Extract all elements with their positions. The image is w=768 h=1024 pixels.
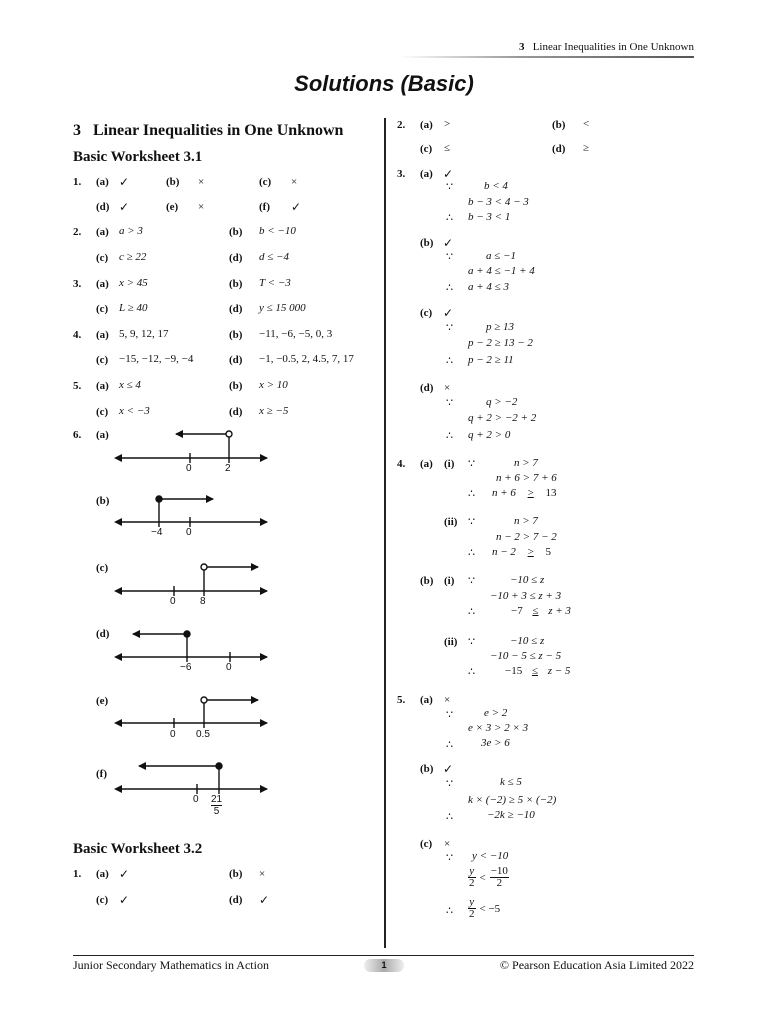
expression: 13 [545,487,557,499]
step-line: n > 7 [514,457,538,469]
fraction-denominator: 2 [469,877,475,889]
worksheet-3-1-heading: Basic Worksheet 3.1 [73,149,203,165]
part-label: (b) [96,495,110,507]
part-label: (a) [96,278,109,290]
part-label: (c) [96,562,109,574]
step-line: p ≥ 13 [486,321,515,333]
expression: n − 2 [492,546,516,558]
answer: 5, 9, 12, 17 [119,328,169,340]
check-mark: ✓ [119,893,130,907]
part-label: (c) [420,143,433,155]
page-title: Solutions (Basic) [294,71,474,96]
cross-mark: × [198,176,205,188]
question-number: 6. [73,429,82,441]
step-line: e × 3 > 2 × 3 [468,722,529,734]
answer: a > 3 [119,225,143,237]
tick-label-fraction [211,794,222,817]
fraction [468,866,476,889]
question-number: 1. [73,868,82,880]
tick-label: 0 [170,729,176,740]
part-label: (b) [420,763,434,775]
part-label: (b) [229,380,243,392]
part-label: (i) [444,458,455,470]
expression: z + 3 [548,605,571,617]
part-label: (d) [229,406,243,418]
tick-label: 0 [193,794,199,805]
answer: −11, −6, −5, 0, 3 [259,328,333,340]
page-number: 1 [381,960,387,970]
step-line: e > 2 [484,707,508,719]
answer: x ≤ 4 [119,379,141,391]
part-label: (c) [420,838,433,850]
because-symbol: ∵ [468,636,475,648]
step-line: −10 ≤ z [510,574,545,586]
therefore-symbol: ∴ [468,547,475,559]
running-header [519,41,694,53]
tick-label: 0 [170,596,176,607]
step-line: b < 4 [484,180,508,192]
tick-label: 0.5 [196,729,210,740]
part-label: (c) [96,252,109,264]
check-mark: ✓ [443,306,454,320]
cross-mark: × [444,382,451,394]
part-label: (a) [96,329,109,341]
page-number-badge [364,959,404,972]
answer-blank: ≤ [531,665,538,677]
part-label: (a) [96,176,109,188]
conclusion-line [492,546,551,558]
check-mark: ✓ [443,167,454,181]
check-mark: ✓ [291,200,302,214]
part-label: (b) [552,119,566,131]
because-symbol: ∵ [468,516,475,528]
part-label: (ii) [444,516,458,528]
because-symbol: ∵ [446,852,453,864]
step-line: p − 2 ≥ 13 − 2 [468,337,533,349]
number-line-c [121,564,267,596]
header-chapter-num: 3 [518,41,525,53]
tick-label: 0 [186,463,192,474]
step-line: a + 4 ≤ 3 [468,281,509,293]
part-label: (b) [229,868,243,880]
fraction-numerator: −10 [490,865,508,877]
expression: −15 [505,665,523,677]
answer: d ≤ −4 [259,251,289,263]
part-label: (a) [420,694,433,706]
because-symbol: ∵ [446,251,453,263]
part-label: (d) [229,303,243,315]
part-label: (c) [420,307,433,319]
chapter-heading: 3 Linear Inequalities in One Unknown [73,122,344,139]
therefore-symbol: ∴ [446,739,453,751]
step-line: −10 + 3 ≤ z + 3 [490,590,562,602]
fraction-denominator: 2 [469,908,475,920]
conclusion-line [492,487,556,499]
answer: −1, −0.5, 2, 4.5, 7, 17 [259,353,354,365]
answer-blank: > [527,487,534,499]
question-number: 5. [397,694,406,706]
therefore-symbol: ∴ [468,606,475,618]
part-label: (c) [96,406,109,418]
part-label: (b) [166,176,180,188]
part-label: (a) [96,429,109,441]
question-number: 4. [73,329,82,341]
question-number: 1. [73,176,82,188]
answer: ≤ [444,142,451,154]
step-line: q + 2 > −2 + 2 [468,412,537,424]
step-line: q + 2 > 0 [468,429,511,441]
part-label: (b) [229,329,243,341]
step-line: k × (−2) ≥ 5 × (−2) [468,794,557,806]
tick-label: 8 [200,596,206,607]
part-label: (b) [229,226,243,238]
step-line: −10 ≤ z [510,635,545,647]
fraction [490,866,509,889]
answer: x > 45 [119,277,148,289]
therefore-symbol: ∴ [446,811,453,823]
answer: < [583,118,590,130]
therefore-symbol: ∴ [446,212,453,224]
step-line: b − 3 < 1 [468,211,511,223]
answer: x ≥ −5 [259,405,289,417]
answer-blank: > [527,546,534,558]
part-label: (d) [229,252,243,264]
number-line-d [121,631,267,662]
conclusion-line [511,605,571,617]
because-symbol: ∵ [446,709,453,721]
fraction-inequality [468,897,500,920]
step-line: q > −2 [486,396,518,408]
step-line: n > 7 [514,515,538,527]
number-line-b [121,496,267,527]
part-label: (c) [96,303,109,315]
fraction-numerator: 21 [211,794,223,805]
part-label: (d) [229,354,243,366]
answer: b < −10 [259,225,296,237]
step-line: b − 3 < 4 − 3 [468,196,529,208]
step-line: −2k ≥ −10 [487,809,535,821]
question-number: 2. [73,226,82,238]
expression: z − 5 [547,665,571,677]
header-rule [400,56,694,58]
conclusion-line [505,665,570,677]
cross-mark: × [444,838,451,850]
check-mark: ✓ [119,200,130,214]
part-label: (c) [96,354,109,366]
step-line: y < −10 [472,850,509,862]
step-line: −10 − 5 ≤ z − 5 [490,650,562,662]
check-mark: ✓ [119,867,130,881]
therefore-symbol: ∴ [468,488,475,500]
part-label: (f) [259,201,270,213]
question-number: 4. [397,458,406,470]
question-number: 2. [397,119,406,131]
answer: T < −3 [259,277,291,289]
check-mark: ✓ [443,762,454,776]
because-symbol: ∵ [446,322,453,334]
part-label: (c) [96,894,109,906]
step-line: a + 4 ≤ −1 + 4 [468,265,535,277]
answer: x > 10 [259,379,288,391]
answer: ≥ [583,142,590,154]
because-symbol: ∵ [468,575,475,587]
cross-mark: × [198,201,205,213]
answer-blank: ≤ [532,605,539,617]
part-label: (b) [229,278,243,290]
part-label: (a) [420,119,433,131]
therefore-symbol: ∴ [446,282,453,294]
part-label: (d) [552,143,566,155]
answer: L ≥ 40 [119,302,148,314]
step-line: p − 2 ≥ 11 [468,354,514,366]
number-line-a [121,431,267,463]
expression: n + 6 [492,487,516,499]
check-mark: ✓ [259,893,270,907]
part-label: (a) [420,458,433,470]
footer-book-title: Junior Secondary Mathematics in Action [73,958,269,972]
cross-mark: × [444,694,451,706]
part-label: (d) [420,382,434,394]
tick-label: 0 [226,662,232,673]
fraction-inequality [468,866,509,889]
question-number: 3. [73,278,82,290]
cross-mark: × [259,868,266,880]
number-lines [0,0,384,840]
part-label: (c) [259,176,272,188]
part-label: (b) [420,237,434,249]
check-mark: ✓ [443,236,454,250]
fraction [468,897,476,920]
footer-copyright: © Pearson Education Asia Limited 2022 [499,958,694,972]
because-symbol: ∵ [446,397,453,409]
number-line-f [121,763,267,794]
part-label: (d) [229,894,243,906]
expression: −7 [511,605,523,617]
tick-label: 0 [186,527,192,538]
tick-label: −6 [180,662,192,673]
therefore-symbol: ∴ [446,905,453,917]
fraction-denominator: 2 [496,877,503,889]
column-divider [384,118,386,948]
because-symbol: ∵ [446,181,453,193]
step-line: n + 6 > 7 + 6 [496,472,557,484]
part-label: (e) [166,201,179,213]
fraction-numerator: y [469,896,475,908]
part-label: (ii) [444,636,458,648]
part-label: (a) [96,380,109,392]
answer: c ≥ 22 [119,251,147,263]
expression: 5 [545,546,551,558]
number-line-e [121,697,267,728]
part-label: (e) [96,695,109,707]
step-line: a ≤ −1 [486,250,516,262]
therefore-symbol: ∴ [446,355,453,367]
check-mark: ✓ [119,175,130,189]
fraction-numerator: y [469,865,475,877]
worksheet-3-2-heading: Basic Worksheet 3.2 [73,841,203,857]
part-label: (d) [96,628,110,640]
question-number: 3. [397,168,406,180]
step-line: k ≤ 5 [500,776,522,788]
answer: −15, −12, −9, −4 [119,353,194,365]
header-chapter-title: Linear Inequalities in One Unknown [532,41,694,53]
part-label: (a) [96,226,109,238]
question-number: 5. [73,380,82,392]
answer: x < −3 [119,405,150,417]
tick-label: −4 [151,527,163,538]
part-label: (a) [420,168,433,180]
answer: > [444,118,451,130]
cross-mark: × [291,176,298,188]
part-label: (f) [96,768,107,780]
relation: < [479,872,486,885]
tick-label: 2 [225,463,231,474]
fraction-denominator: 5 [213,806,220,817]
because-symbol: ∵ [468,458,475,470]
part-label: (i) [444,575,455,587]
step-line: n − 2 > 7 − 2 [496,531,557,543]
part-label: (b) [420,575,434,587]
step-line: 3e > 6 [481,737,510,749]
because-symbol: ∵ [446,778,453,790]
part-label: (a) [96,868,109,880]
therefore-symbol: ∴ [446,430,453,442]
answer: y ≤ 15 000 [259,302,306,314]
relation: < −5 [479,903,501,916]
footer-rule [73,955,694,956]
part-label: (d) [96,201,110,213]
therefore-symbol: ∴ [468,666,475,678]
